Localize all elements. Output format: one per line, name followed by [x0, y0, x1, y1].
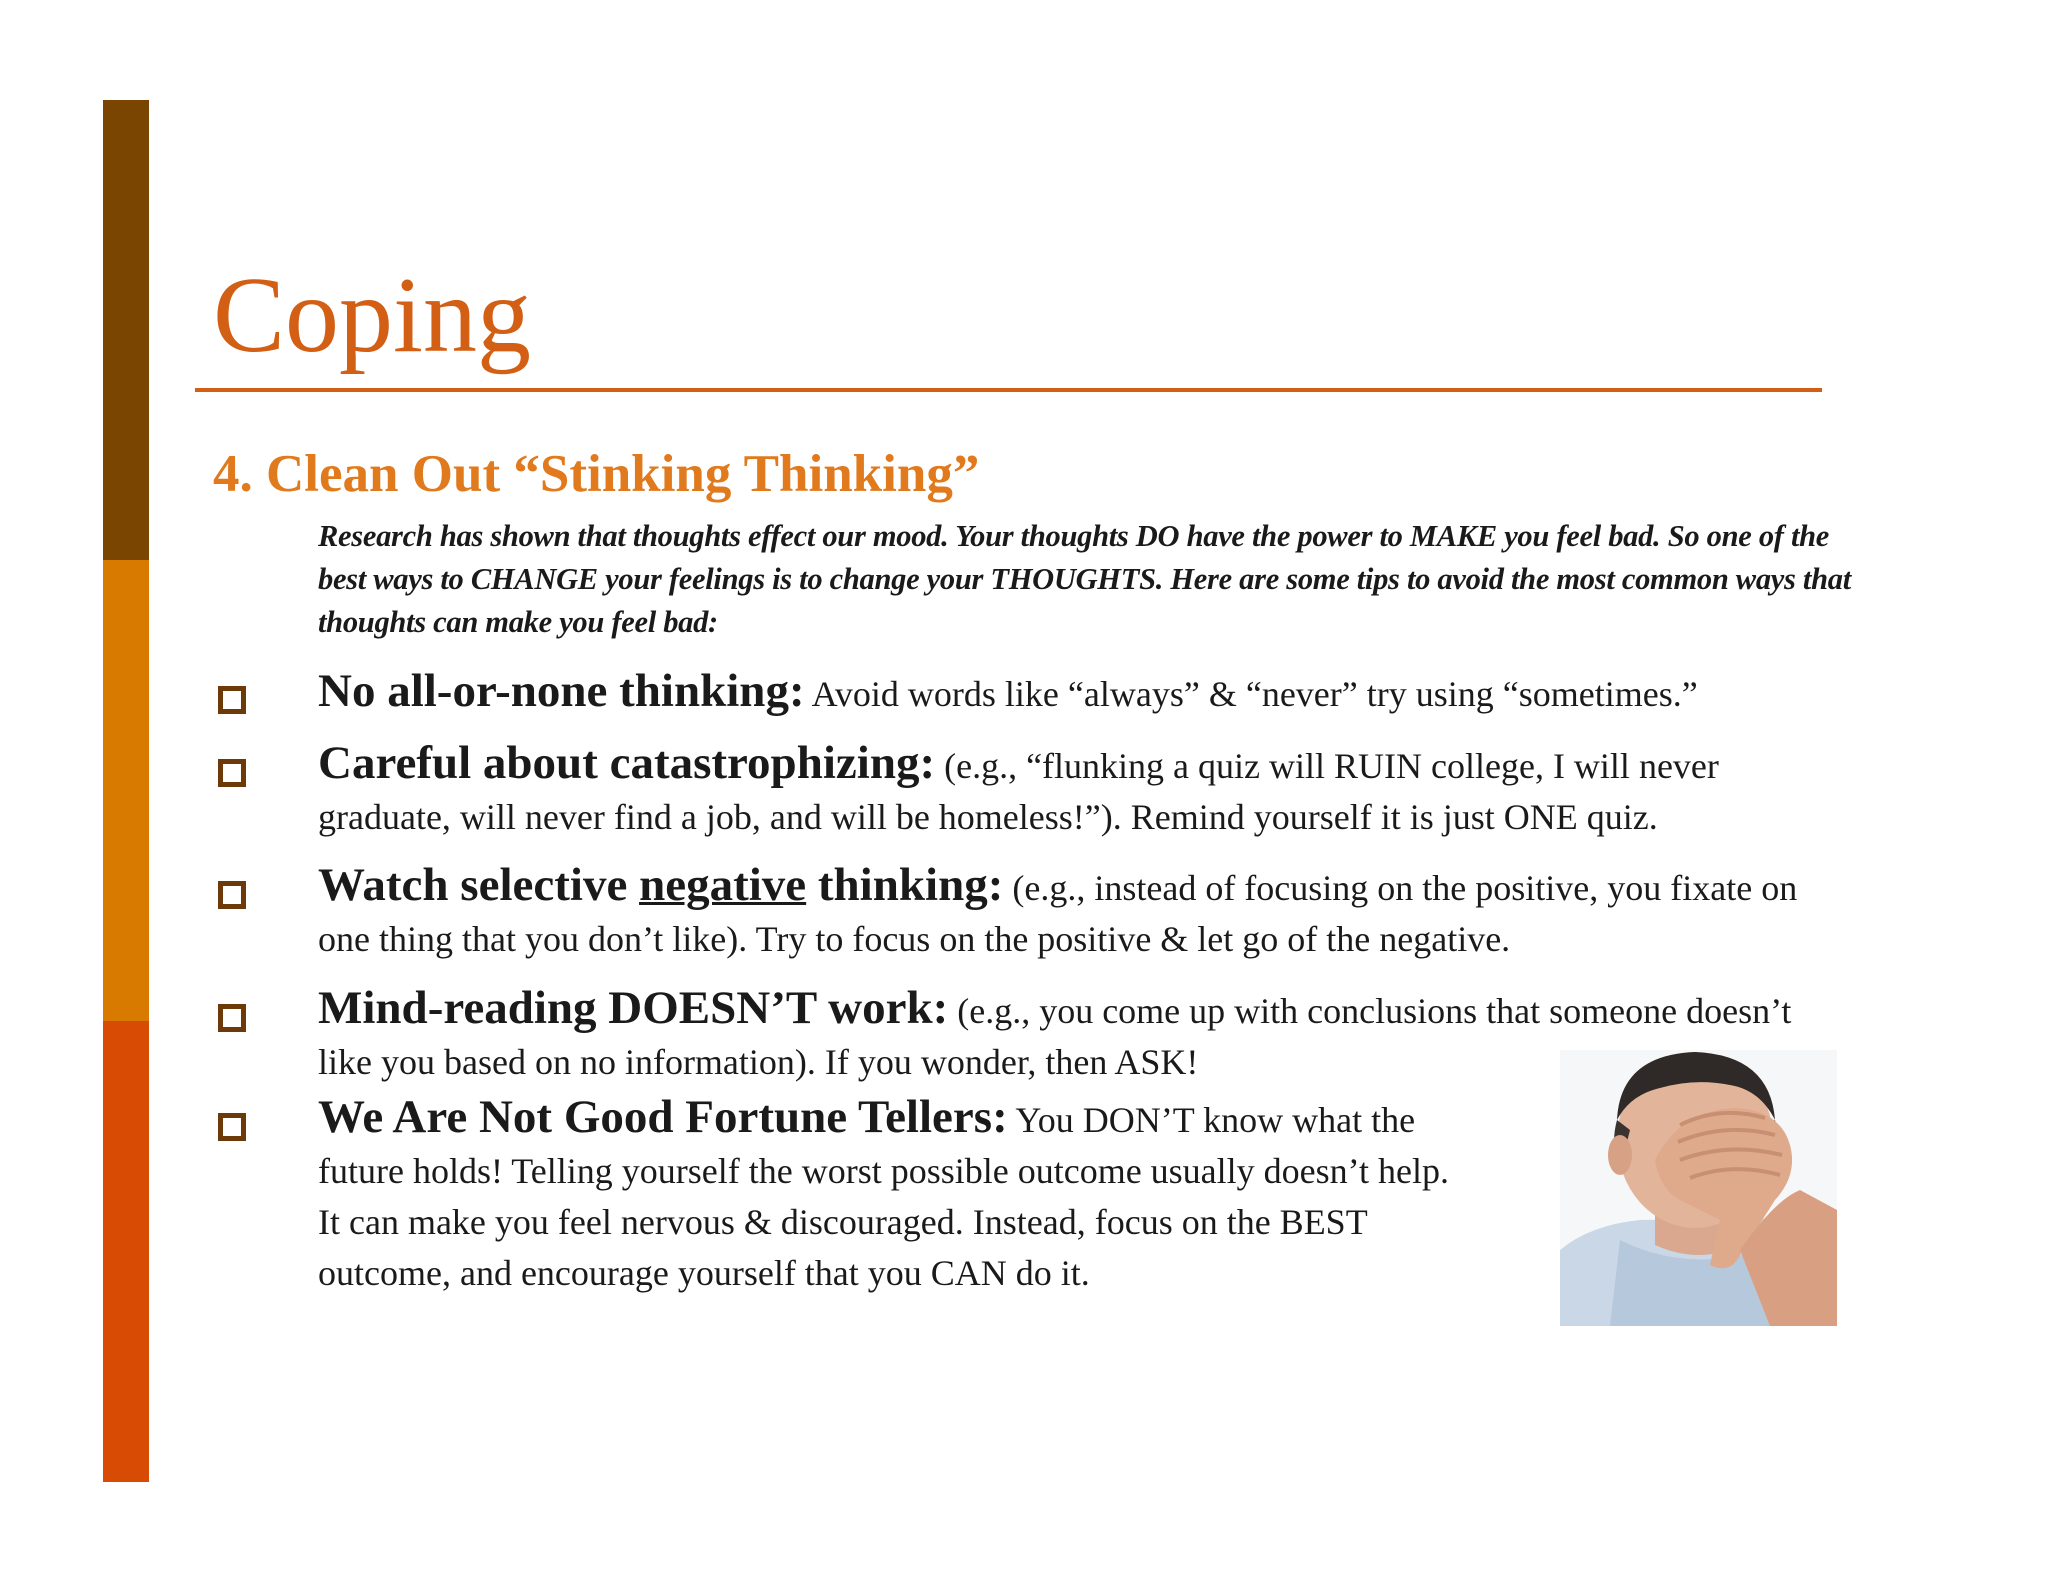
bullet-square-icon: [218, 759, 246, 787]
bullet-heading-part: thinking:: [806, 859, 1004, 911]
bullet-square-icon: [218, 881, 246, 909]
slide-subtitle: 4. Clean Out “Stinking Thinking”: [213, 445, 980, 503]
accent-bar-top: [103, 100, 149, 560]
bullet-heading: [318, 859, 1003, 911]
accent-bar-middle: [103, 560, 149, 1021]
bullet-body: You DON’T know what the: [1007, 1100, 1416, 1140]
bullet-body: (e.g., you come up with conclusions that someone doesn’t like you based on no information). If you wonder, then ASK!: [318, 991, 1792, 1082]
slide-title: Coping: [213, 256, 532, 375]
bullet-line: outcome, and encourage yourself that you CAN do it.: [318, 1253, 1090, 1293]
bullet-square-icon: [218, 686, 246, 714]
bullet-item: [318, 860, 1848, 965]
intro-paragraph: Research has shown that thoughts effect our mood. Your thoughts DO have the power to MAKE you feel bad. So one of the best ways to CHANGE your feelings is to change your THOUGHTS. Here are some tips to avoid the most common ways that thoughts can make you feel bad:: [318, 519, 1851, 639]
stressed-man-photo: [1560, 1050, 1837, 1326]
bullet-heading: No all-or-none thinking:: [318, 665, 805, 717]
bullet-square-icon: [218, 1004, 246, 1032]
bullet-item: [318, 1092, 1568, 1299]
bullet-line: It can make you feel nervous & discouraged. Instead, focus on the BEST: [318, 1202, 1368, 1242]
bullet-heading: We Are Not Good Fortune Tellers:: [318, 1091, 1008, 1143]
bullet-item: [318, 666, 1848, 720]
bullet-square-icon: [218, 1113, 246, 1141]
bullet-body: (e.g., “flunking a quiz will RUIN college, I will never graduate, will never find a job, and will be homeless!”). Remind yourself it is just ONE quiz.: [318, 746, 1719, 837]
bullet-heading: Mind-reading DOESN’T work:: [318, 982, 949, 1034]
bullet-item: [318, 738, 1848, 843]
bullet-heading: Careful about catastrophizing:: [318, 737, 936, 789]
title-underline-rule: [195, 388, 1822, 392]
bullet-body: Avoid words like “always” & “never” try using “sometimes.”: [804, 674, 1698, 714]
bullet-heading-part: Watch selective: [318, 859, 640, 911]
bullet-line: future holds! Telling yourself the worst possible outcome usually doesn’t help.: [318, 1151, 1449, 1191]
bullet-body: (e.g., instead of focusing on the positive, you fixate on one thing that you don’t like). Try to focus on the positive & let go of the negative.: [318, 868, 1798, 959]
stressed-man-icon: [1560, 1050, 1837, 1326]
bullet-heading-underlined: negative: [639, 859, 807, 911]
accent-bar-bottom: [103, 1021, 149, 1482]
bullet-line: [318, 1092, 1568, 1146]
